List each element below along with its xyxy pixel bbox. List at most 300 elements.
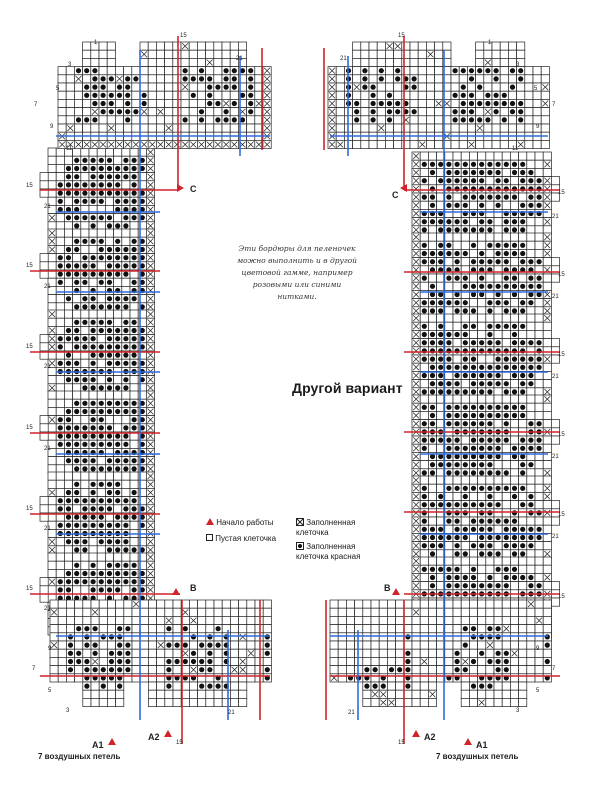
grid-cell <box>478 641 486 649</box>
grid-cell <box>64 561 72 569</box>
grid-cell <box>148 600 156 608</box>
grid-cell <box>214 649 222 657</box>
grid-cell <box>469 476 477 484</box>
dot-mark <box>471 543 476 548</box>
grid-cell <box>48 148 56 156</box>
dot-mark <box>512 162 517 167</box>
dot-mark <box>397 667 402 672</box>
dot-mark <box>471 421 476 426</box>
grid-cell <box>445 314 453 322</box>
grid-cell <box>361 124 369 132</box>
dot-mark <box>455 300 460 305</box>
dot-mark <box>248 68 253 73</box>
grid-cell <box>394 124 402 132</box>
dot-mark <box>123 506 128 511</box>
grid-cell <box>533 91 541 99</box>
grid-cell <box>461 698 469 706</box>
grid-cell <box>99 616 107 624</box>
grid-cell <box>385 75 393 83</box>
grid-cell <box>535 501 543 509</box>
grid-cell <box>396 698 404 706</box>
grid-cell <box>197 42 205 50</box>
grid-cell <box>404 641 412 649</box>
grid-cell <box>510 608 518 616</box>
grid-cell <box>510 476 518 484</box>
dot-mark <box>496 365 501 370</box>
grid-cell <box>494 274 502 282</box>
grid-cell <box>420 152 428 160</box>
grid-cell <box>214 616 222 624</box>
grid-cell <box>502 461 510 469</box>
dot-mark <box>224 76 229 81</box>
dot-mark <box>412 109 417 114</box>
dot-mark <box>512 357 517 362</box>
grid-cell <box>469 330 477 338</box>
grid-cell <box>543 582 551 590</box>
grid-cell <box>500 67 508 75</box>
dot-mark <box>76 68 81 73</box>
grid-cell <box>363 649 371 657</box>
dot-mark <box>494 76 499 81</box>
grid-cell <box>363 616 371 624</box>
dot-mark <box>487 195 492 200</box>
dot-mark <box>463 405 468 410</box>
dot-mark <box>528 438 533 443</box>
dot-mark <box>199 68 204 73</box>
dot-mark <box>379 68 384 73</box>
dot-mark <box>520 527 525 532</box>
grid-cell <box>461 682 469 690</box>
dot-mark <box>520 259 525 264</box>
dot-mark <box>479 470 484 475</box>
grid-cell <box>222 666 230 674</box>
dot-mark <box>422 332 427 337</box>
grid-cell <box>197 124 205 132</box>
grid-cell <box>165 116 173 124</box>
dot-mark <box>183 643 188 648</box>
grid-cell <box>148 42 156 50</box>
grid-cell <box>527 233 535 241</box>
grid-cell <box>420 608 428 616</box>
grid-cell <box>478 152 486 160</box>
grid-cell <box>510 641 518 649</box>
grid-cell <box>461 233 469 241</box>
dot-mark <box>91 579 96 584</box>
dot-mark <box>115 296 120 301</box>
grid-cell <box>535 330 543 338</box>
grid-cell <box>527 241 535 249</box>
grid-cell <box>97 229 105 237</box>
dot-mark <box>455 446 460 451</box>
grid-cell <box>387 690 395 698</box>
grid-cell <box>461 152 469 160</box>
grid-cell <box>73 505 81 513</box>
grid-cell <box>239 649 247 657</box>
dot-mark <box>504 413 509 418</box>
grid-cell <box>385 58 393 66</box>
grid-cell <box>371 649 379 657</box>
grid-cell <box>420 461 428 469</box>
dot-mark <box>537 259 542 264</box>
dot-mark <box>91 434 96 439</box>
dot-mark <box>371 101 376 106</box>
grid-cell <box>148 690 156 698</box>
grid-cell <box>527 517 535 525</box>
grid-cell <box>58 108 66 116</box>
dot-mark <box>99 498 104 503</box>
dot-mark <box>455 365 460 370</box>
dot-mark <box>512 575 517 580</box>
grid-cell <box>81 173 89 181</box>
grid-cell <box>165 50 173 58</box>
dot-mark <box>117 651 122 656</box>
grid-cell <box>426 91 434 99</box>
grid-cell <box>83 58 91 66</box>
grid-cell <box>97 262 105 270</box>
grid-cell <box>361 42 369 50</box>
grid-cell <box>58 641 66 649</box>
grid-cell <box>361 116 369 124</box>
grid-cell <box>122 391 130 399</box>
dot-mark <box>99 182 104 187</box>
dot-mark <box>479 219 484 224</box>
dot-mark <box>496 251 501 256</box>
grid-cell <box>428 484 436 492</box>
grid-cell <box>525 140 533 148</box>
grid-cell <box>451 140 459 148</box>
grid-cell <box>478 355 486 363</box>
dot-mark <box>107 223 112 228</box>
dot-mark <box>471 405 476 410</box>
grid-cell <box>48 376 56 384</box>
dot-mark <box>91 174 96 179</box>
dot-mark <box>438 324 443 329</box>
dot-mark <box>461 109 466 114</box>
grid-cell <box>478 657 486 665</box>
dot-mark <box>107 191 112 196</box>
grid-cell <box>48 480 56 488</box>
grid-cell <box>478 299 486 307</box>
grid-cell <box>56 553 64 561</box>
dot-mark <box>132 579 137 584</box>
dot-mark <box>438 340 443 345</box>
dot-mark <box>479 389 484 394</box>
dot-mark <box>545 643 550 648</box>
grid-cell <box>461 241 469 249</box>
dot-mark <box>224 109 229 114</box>
grid-cell <box>122 286 130 294</box>
dot-mark <box>430 203 435 208</box>
grid-cell <box>83 649 91 657</box>
grid-cell <box>387 641 395 649</box>
dot-mark <box>58 434 63 439</box>
dot-mark <box>479 227 484 232</box>
grid-cell <box>124 600 132 608</box>
grid-cell <box>420 600 428 608</box>
grid-cell <box>173 633 181 641</box>
dot-mark <box>504 438 509 443</box>
dot-mark <box>446 446 451 451</box>
dot-mark <box>446 470 451 475</box>
grid-cell <box>402 91 410 99</box>
dot-mark <box>107 328 112 333</box>
dot-mark <box>132 506 137 511</box>
dot-mark <box>496 470 501 475</box>
grid-cell <box>461 600 469 608</box>
dot-mark <box>422 324 427 329</box>
grid-cell <box>527 608 535 616</box>
grid-cell <box>476 140 484 148</box>
grid-cell <box>543 274 551 282</box>
grid-cell <box>551 420 559 428</box>
dot-mark <box>66 296 71 301</box>
grid-cell <box>543 557 551 565</box>
grid-cell <box>40 424 48 432</box>
grid-cell <box>502 509 510 517</box>
grid-cell <box>140 657 148 665</box>
grid-cell <box>89 553 97 561</box>
grid-cell <box>64 399 72 407</box>
dot-mark <box>479 583 484 588</box>
dot-mark <box>461 117 466 122</box>
grid-cell <box>81 561 89 569</box>
grid-cell <box>148 99 156 107</box>
grid-cell <box>165 67 173 75</box>
dot-mark <box>504 583 509 588</box>
dot-mark <box>504 284 509 289</box>
dot-mark <box>487 308 492 313</box>
grid-cell <box>379 641 387 649</box>
dot-mark <box>455 519 460 524</box>
grid-cell <box>338 616 346 624</box>
grid-cell <box>48 569 56 577</box>
grid-cell <box>50 657 58 665</box>
grid-cell <box>140 75 148 83</box>
grid-cell <box>230 108 238 116</box>
dot-mark <box>487 259 492 264</box>
grid-cell <box>453 322 461 330</box>
dot-mark <box>471 284 476 289</box>
dot-mark <box>66 247 71 252</box>
grid-cell <box>157 657 165 665</box>
grid-cell <box>81 229 89 237</box>
grid-cell <box>105 553 113 561</box>
dot-mark <box>430 340 435 345</box>
dot-mark <box>463 178 468 183</box>
grid-cell <box>387 625 395 633</box>
dot-mark <box>479 502 484 507</box>
dot-mark <box>123 353 128 358</box>
dot-mark <box>504 357 509 362</box>
grid-cell <box>412 633 420 641</box>
grid-cell <box>156 91 164 99</box>
dot-mark <box>74 482 79 487</box>
grid-cell <box>83 616 91 624</box>
dot-mark <box>115 490 120 495</box>
dot-mark <box>107 466 112 471</box>
dot-mark <box>479 373 484 378</box>
dot-mark <box>123 304 128 309</box>
grid-cell <box>527 565 535 573</box>
grid-cell <box>494 682 502 690</box>
dot-mark <box>183 76 188 81</box>
dot-mark <box>504 567 509 572</box>
dot-mark <box>99 353 104 358</box>
grid-cell <box>510 582 518 590</box>
grid-cell <box>140 83 148 91</box>
dot-mark <box>496 438 501 443</box>
dot-mark <box>528 502 533 507</box>
grid-cell <box>369 58 377 66</box>
grid-cell <box>543 322 551 330</box>
dot-mark <box>487 324 492 329</box>
grid-cell <box>346 657 354 665</box>
dot-mark <box>76 651 81 656</box>
grid-cell <box>107 616 115 624</box>
grid-cell <box>48 262 56 270</box>
dot-mark <box>93 626 98 631</box>
dot-mark <box>82 466 87 471</box>
dot-mark <box>99 158 104 163</box>
dot-mark <box>520 203 525 208</box>
grid-cell <box>517 42 525 50</box>
dot-mark <box>485 101 490 106</box>
dot-mark <box>455 405 460 410</box>
grid-cell <box>402 67 410 75</box>
grid-cell <box>533 140 541 148</box>
grid-cell <box>387 633 395 641</box>
grid-cell <box>510 420 518 428</box>
dot-mark <box>430 219 435 224</box>
grid-cell <box>89 245 97 253</box>
dot-mark <box>494 68 499 73</box>
grid-cell <box>426 83 434 91</box>
grid-cell <box>527 484 535 492</box>
dot-mark <box>455 276 460 281</box>
dot-mark <box>207 634 212 639</box>
dot-mark <box>496 340 501 345</box>
dot-mark <box>430 535 435 540</box>
grid-cell <box>89 310 97 318</box>
dot-mark <box>479 535 484 540</box>
dot-mark <box>487 535 492 540</box>
dot-mark <box>207 684 212 689</box>
grid-cell <box>527 249 535 257</box>
grid-cell <box>222 58 230 66</box>
grid-cell <box>81 472 89 480</box>
dot-mark <box>438 243 443 248</box>
dot-mark <box>528 421 533 426</box>
grid-cell <box>165 42 173 50</box>
grid-cell <box>99 116 107 124</box>
grid-cell <box>387 657 395 665</box>
dot-mark <box>117 643 122 648</box>
grid-cell <box>478 492 486 500</box>
grid-cell <box>230 91 238 99</box>
grid-cell <box>394 58 402 66</box>
dot-mark <box>479 340 484 345</box>
grid-cell <box>156 50 164 58</box>
dot-mark <box>463 276 468 281</box>
dot-mark <box>216 643 221 648</box>
dot-mark <box>496 413 501 418</box>
grid-cell <box>99 698 107 706</box>
grid-cell <box>494 152 502 160</box>
dot-mark <box>446 162 451 167</box>
dot-mark <box>455 575 460 580</box>
dot-mark <box>463 535 468 540</box>
grid-cell <box>371 674 379 682</box>
dot-mark <box>422 357 427 362</box>
grid-cell <box>527 557 535 565</box>
dot-mark <box>487 381 492 386</box>
grid-cell <box>230 641 238 649</box>
dot-mark <box>232 68 237 73</box>
grid-cell <box>478 625 486 633</box>
grid-cell <box>64 197 72 205</box>
grid-cell <box>58 666 66 674</box>
dot-mark <box>109 667 114 672</box>
grid-cell <box>396 600 404 608</box>
grid-cell <box>420 616 428 624</box>
grid-cell <box>353 58 361 66</box>
dot-mark <box>430 332 435 337</box>
dot-mark <box>487 583 492 588</box>
grid-cell <box>214 124 222 132</box>
dot-mark <box>123 191 128 196</box>
grid-cell <box>379 633 387 641</box>
dot-mark <box>487 527 492 532</box>
grid-cell <box>99 67 107 75</box>
grid-cell <box>486 600 494 608</box>
dot-mark <box>537 438 542 443</box>
dot-mark <box>84 667 89 672</box>
dot-mark <box>82 263 87 268</box>
dot-mark <box>101 634 106 639</box>
dot-mark <box>520 575 525 580</box>
grid-cell <box>428 241 436 249</box>
grid-cell <box>99 649 107 657</box>
grid-cell <box>48 254 56 262</box>
dot-mark <box>510 109 515 114</box>
dot-mark <box>471 470 476 475</box>
grid-cell <box>527 152 535 160</box>
grid-cell <box>89 229 97 237</box>
grid-cell <box>130 310 138 318</box>
grid-cell <box>189 116 197 124</box>
grid-cell <box>519 557 527 565</box>
grid-cell <box>222 91 230 99</box>
dot-mark <box>504 405 509 410</box>
grid-cell <box>420 641 428 649</box>
dot-mark <box>74 442 79 447</box>
grid-cell <box>107 116 115 124</box>
dot-mark <box>463 227 468 232</box>
dot-mark <box>115 458 120 463</box>
dot-mark <box>463 162 468 167</box>
grid-cell <box>165 600 173 608</box>
dot-mark <box>115 361 120 366</box>
grid-cell <box>56 310 64 318</box>
grid-cell <box>533 67 541 75</box>
grid-cell <box>58 116 66 124</box>
dot-mark <box>430 567 435 572</box>
dot-mark <box>463 462 468 467</box>
dot-mark <box>115 401 120 406</box>
grid-cell <box>83 124 91 132</box>
grid-cell <box>263 657 271 665</box>
dot-mark <box>74 425 79 430</box>
